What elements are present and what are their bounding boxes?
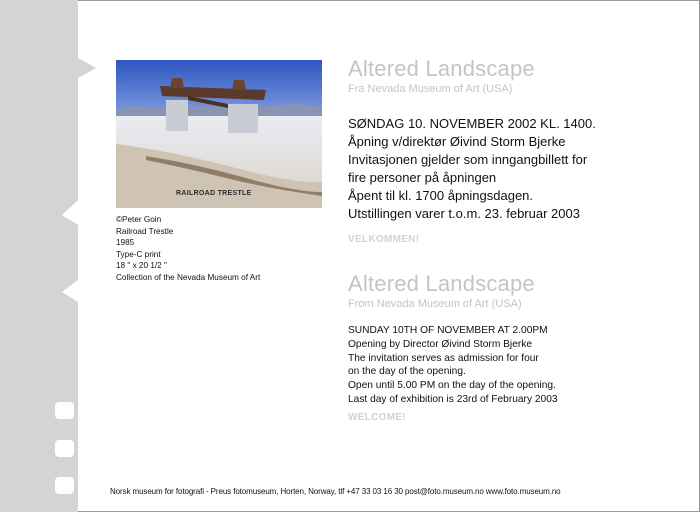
footer-contact: Norsk museum for fotografi - Preus fotomuseum, Horten, Norway, tlf +47 33 03 16 30 post@foto.museum.no www.foto.museum.no xyxy=(110,487,561,496)
detail-line: on the day of the opening. xyxy=(348,366,466,378)
detail-line: fire personer på åpningen xyxy=(348,170,497,185)
exhibition-photo xyxy=(116,60,322,208)
norwegian-details xyxy=(348,115,688,223)
strip-shape xyxy=(0,0,96,512)
detail-line: The invitation serves as admission for four xyxy=(348,352,539,364)
credit-line: 1985 xyxy=(116,238,135,248)
detail-line: Open until 5.00 PM on the day of the opening. xyxy=(348,380,556,392)
detail-line: Last day of exhibition is 23rd of February 2003 xyxy=(348,393,558,405)
detail-line: Åpent til kl. 1700 åpningsdagen. xyxy=(348,188,534,203)
credit-line: ©Peter Goin xyxy=(116,215,162,224)
welcome-norwegian: VELKOMMEN! xyxy=(348,234,420,245)
title-english: Altered Landscape xyxy=(348,271,535,296)
detail-line: Invitasjonen gjelder som inngangbillett for xyxy=(348,152,588,167)
detail-line: Utstillingen varer t.o.m. 23. februar 2003 xyxy=(348,206,580,221)
detail-line: SØNDAG 10. NOVEMBER 2002 KL. 1400. xyxy=(348,116,596,131)
trestle-pier-right xyxy=(228,104,258,133)
credit-line: Collection of the Nevada Museum of Art xyxy=(116,272,261,282)
detail-line: SUNDAY 10TH OF NOVEMBER AT 2.00PM xyxy=(348,325,548,336)
detail-line: Åpning v/direktør Øivind Storm Bjerke xyxy=(348,134,566,149)
detail-line: Opening by Director Øivind Storm Bjerke xyxy=(348,338,533,350)
photo-caption: RAILROAD TRESTLE xyxy=(176,190,252,197)
strip-hole-2 xyxy=(55,440,74,457)
strip-hole-3 xyxy=(55,477,74,494)
welcome-english: WELCOME! xyxy=(348,412,406,423)
credit-line: Railroad Trestle xyxy=(116,226,174,236)
subtitle-english: From Nevada Museum of Art (USA) xyxy=(348,298,522,310)
title-norwegian: Altered Landscape xyxy=(348,56,535,81)
photo-credit xyxy=(116,214,260,284)
english-details xyxy=(348,324,688,407)
credit-line: Type-C print xyxy=(116,249,161,259)
credit-line: 18 " x 20 1/2 " xyxy=(116,261,167,271)
subtitle-norwegian: Fra Nevada Museum of Art (USA) xyxy=(348,83,513,95)
trestle-pier-left xyxy=(166,100,188,131)
strip-hole-1 xyxy=(55,402,74,419)
